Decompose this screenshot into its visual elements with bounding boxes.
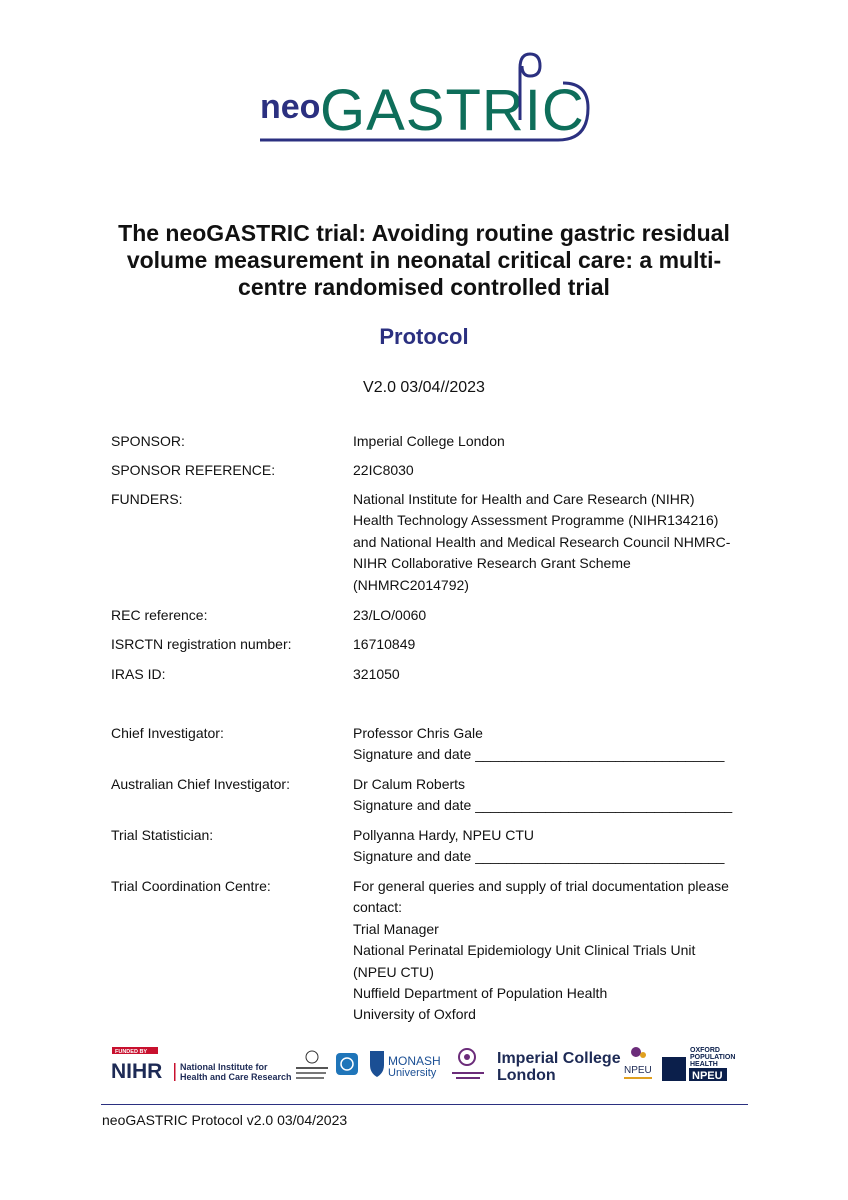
svg-text:London: London — [497, 1067, 556, 1084]
footer-divider — [101, 1104, 748, 1105]
sponsor-ref-label: SPONSOR REFERENCE: — [111, 462, 276, 478]
coordination-line: (NPEU CTU) — [353, 963, 434, 980]
document-title — [80, 220, 768, 301]
page-footer: neoGASTRIC Protocol v2.0 03/04/2023 — [102, 1112, 348, 1128]
svg-text:Imperial College: Imperial College — [497, 1050, 621, 1067]
funders-line: NIHR Collaborative Research Grant Scheme — [353, 555, 631, 572]
coordination-line: For general queries and supply of trial documentation please — [353, 878, 729, 894]
document-version: V2.0 03/04//2023 — [363, 379, 485, 396]
svg-text:POPULATION: POPULATION — [690, 1054, 736, 1061]
signature-line: Signature and date ________________________________ — [353, 746, 725, 763]
australian-government-crest — [296, 1051, 328, 1079]
coordination-line: University of Oxford — [353, 1006, 476, 1023]
svg-text:National Institute for: National Institute for — [180, 1062, 268, 1072]
coordination-centre-label: Trial Coordination Centre: — [111, 878, 271, 894]
coordination-line: National Perinatal Epidemiology Unit Clinical Trials Unit — [353, 942, 696, 959]
partner-logos — [110, 1043, 740, 1085]
document-subtitle: Protocol — [379, 324, 469, 349]
statistician-label: Trial Statistician: — [111, 827, 214, 843]
monash-newborn-logo — [452, 1049, 484, 1079]
svg-text:University: University — [388, 1067, 437, 1079]
svg-text:NIHR: NIHR — [111, 1060, 163, 1083]
rec-label: REC reference: — [111, 607, 208, 623]
chief-investigator-name: Professor Chris Gale — [353, 725, 483, 741]
monash-logo — [370, 1051, 441, 1079]
signature-line: Signature and date _________________________________ — [353, 797, 733, 814]
svg-text:FUNDED BY: FUNDED BY — [115, 1049, 148, 1055]
isrctn-label: ISRCTN registration number: — [111, 636, 292, 652]
aus-chief-investigator-value — [353, 774, 732, 817]
aus-chief-investigator-label: Australian Chief Investigator: — [111, 776, 290, 792]
neogastric-logo — [258, 48, 598, 148]
funders-value — [353, 489, 730, 596]
chief-investigator-label: Chief Investigator: — [111, 725, 224, 741]
sponsor-ref-value: 22IC8030 — [353, 462, 414, 478]
chief-investigator-value — [353, 723, 724, 766]
nihr-logo — [111, 1047, 292, 1083]
svg-text:Health and Care Research: Health and Care Research — [180, 1072, 292, 1082]
aus-chief-investigator-name: Dr Calum Roberts — [353, 776, 466, 792]
coordination-line: contact: — [353, 899, 403, 916]
logo-main: GASTRIC — [320, 78, 585, 143]
statistician-value — [353, 825, 724, 868]
svg-text:OXFORD: OXFORD — [690, 1047, 720, 1054]
logo-prefix: neo — [260, 88, 321, 126]
coordination-centre-value — [353, 876, 729, 1026]
iras-value: 321050 — [353, 666, 400, 682]
svg-text:NPEU: NPEU — [692, 1070, 723, 1082]
nhmrc-logo — [336, 1053, 358, 1075]
svg-text:MONASH: MONASH — [388, 1054, 441, 1068]
svg-text:HEALTH: HEALTH — [690, 1061, 718, 1068]
title-line: centre randomised controlled trial — [238, 274, 610, 300]
coordination-line: Trial Manager — [353, 920, 439, 937]
rec-value: 23/LO/0060 — [353, 607, 427, 623]
funders-line: National Institute for Health and Care Research (NIHR) — [353, 491, 695, 507]
funders-line: Health Technology Assessment Programme (NIHR134216) — [353, 512, 719, 529]
imperial-logo — [497, 1050, 621, 1084]
title-line: The neoGASTRIC trial: Avoiding routine gastric residual — [118, 220, 730, 246]
npeu-logo — [624, 1047, 652, 1079]
sponsor-label: SPONSOR: — [111, 433, 185, 449]
title-line: volume measurement in neonatal critical care: a multi- — [126, 247, 722, 273]
statistician-name: Pollyanna Hardy, NPEU CTU — [353, 827, 535, 843]
oxford-npeu-logo — [662, 1047, 735, 1082]
funders-line: (NHMRC2014792) — [353, 576, 469, 593]
funders-label: FUNDERS: — [111, 491, 183, 507]
svg-text:NPEU: NPEU — [624, 1065, 652, 1076]
funders-line: and National Health and Medical Research Council NHMRC- — [353, 533, 731, 550]
signature-line: Signature and date ________________________________ — [353, 848, 725, 865]
iras-label: IRAS ID: — [111, 666, 166, 682]
sponsor-value: Imperial College London — [353, 433, 505, 449]
isrctn-value: 16710849 — [353, 636, 416, 652]
coordination-line: Nuffield Department of Population Health — [353, 985, 608, 1002]
